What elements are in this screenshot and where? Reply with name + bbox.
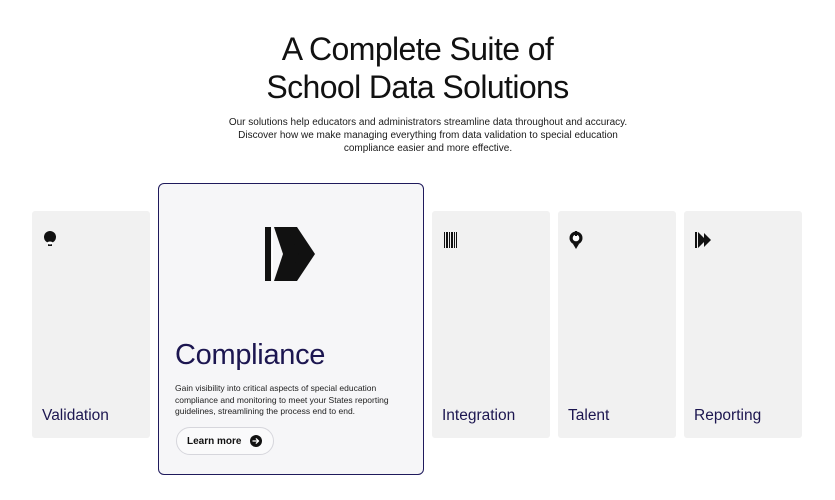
desc-line-1: Gain visibility into critical aspects of special education: [175, 383, 377, 393]
subtitle-line-1: Our solutions help educators and administrators streamline data throughout and accuracy.: [228, 117, 628, 128]
person-avatar-icon: [568, 229, 584, 251]
barcode-icon: [442, 229, 458, 251]
learn-more-label: Learn more: [187, 435, 242, 447]
subtitle-line-3: compliance easier and more effective.: [343, 143, 513, 154]
page-subtitle: [210, 116, 646, 155]
card-talent[interactable]: [558, 211, 676, 438]
desc-line-2: compliance and monitoring to meet your States reporting: [175, 394, 389, 405]
card-reporting[interactable]: [684, 211, 802, 438]
page-title: [0, 30, 835, 106]
card-talent-label: Talent: [568, 407, 610, 424]
subtitle-line-2: Discover how we make managing everything from data validation to special education: [238, 130, 618, 141]
learn-more-button[interactable]: [176, 427, 274, 455]
head-silhouette-icon: [42, 229, 58, 251]
card-integration-label: Integration: [442, 407, 516, 424]
forward-chevrons-logo-icon: [263, 224, 319, 284]
play-forward-icon: [694, 229, 714, 251]
card-validation-label: Validation: [42, 407, 109, 424]
card-compliance-description: [175, 383, 407, 418]
desc-line-3: guidelines, streamlining the process end to end.: [175, 406, 356, 416]
page-title-line-2: School Data Solutions: [266, 69, 569, 105]
card-compliance[interactable]: [158, 183, 424, 475]
card-compliance-heading: Compliance: [175, 339, 326, 371]
arrow-right-circle-icon: [250, 435, 262, 447]
card-validation[interactable]: [32, 211, 150, 438]
page-title-line-1: A Complete Suite of: [281, 31, 554, 67]
card-reporting-label: Reporting: [694, 407, 762, 424]
card-integration[interactable]: [432, 211, 550, 438]
